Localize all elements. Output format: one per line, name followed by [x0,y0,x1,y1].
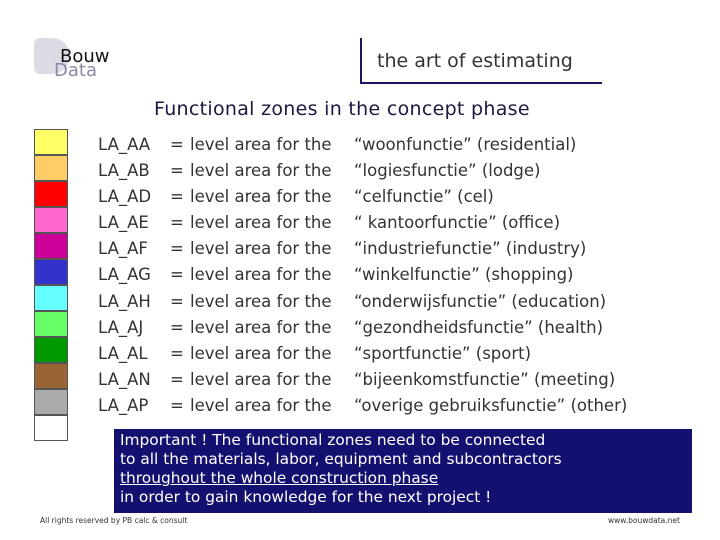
zone-equals: = [170,369,184,389]
header-divider-vertical [360,38,362,82]
zone-function: “bijeenkomstfunctie” (meeting) [354,369,616,389]
zone-equals: = [170,161,184,181]
zone-code: LA_AB [98,161,150,181]
zone-code: LA_AD [98,187,152,207]
footer-website[interactable]: www.bouwdata.net [608,516,680,525]
zone-equals: = [170,135,184,154]
zone-description: level area for the [190,343,332,363]
zone-description: level area for the [190,395,332,415]
zone-description: level area for the [190,161,332,181]
color-swatch [34,259,68,285]
zone-code: LA_AJ [98,317,144,337]
zone-function: “ kantoorfunctie” (office) [354,213,561,233]
zone-function: “industriefunctie” (industry) [354,239,587,259]
footer-copyright: All rights reserved by PB calc & consult [40,516,188,525]
zone-row [98,265,627,291]
zone-description: level area for the [190,135,332,154]
important-line: in order to gain knowledge for the next project ! [120,488,492,506]
zone-description: level area for the [190,187,332,207]
header-divider-horizontal [360,82,602,84]
zone-description: level area for the [190,213,332,233]
zone-row [98,239,627,265]
color-swatch [34,285,68,311]
zone-equals: = [170,343,184,363]
logo-text-data: Data [54,60,97,81]
color-swatch [34,363,68,389]
zone-function: “gezondheidsfunctie” (health) [354,317,604,337]
color-swatch [34,181,68,207]
color-swatch [34,207,68,233]
color-swatch [34,389,68,415]
zone-code: LA_AH [98,291,151,311]
zone-description: level area for the [190,291,332,311]
color-swatch [34,155,68,181]
zone-row [98,161,627,187]
zone-equals: = [170,265,184,285]
color-legend [34,129,70,441]
zone-description: level area for the [190,369,332,389]
logo [32,32,122,80]
zone-code: LA_AL [98,343,148,363]
color-swatch [34,129,68,155]
color-swatch [34,337,68,363]
zone-equals: = [170,317,184,337]
zone-equals: = [170,239,184,259]
zone-row [98,396,627,422]
zone-equals: = [170,187,184,207]
zone-code: LA_AF [98,239,148,259]
zone-row [98,187,627,213]
tagline: the art of estimating [377,50,573,72]
important-line: Important ! The functional zones need to be connected [120,431,546,449]
zone-code: LA_AN [98,369,151,389]
zone-function: “celfunctie” (cel) [354,187,494,207]
color-swatch [34,311,68,337]
zone-code: LA_AA [98,135,151,154]
page-title: Functional zones in the concept phase [154,98,530,120]
zone-row [98,318,627,344]
zone-equals: = [170,291,184,311]
zone-code: LA_AG [98,265,151,285]
important-note [114,429,692,513]
important-line: to all the materials, labor, equipment and subcontractors [120,450,562,468]
important-line: throughout the whole construction phase [120,469,439,487]
zone-list [98,135,627,422]
zone-equals: = [170,395,184,415]
zone-code: LA_AE [98,213,149,233]
color-swatch [34,233,68,259]
zone-code: LA_AP [98,395,149,415]
zone-function: “winkelfunctie” (shopping) [354,265,574,285]
zone-function: “woonfunctie” (residential) [354,135,577,154]
zone-row [98,213,627,239]
zone-function: “overige gebruiksfunctie” (other) [354,395,628,415]
zone-row [98,292,627,318]
zone-description: level area for the [190,317,332,337]
zone-description: level area for the [190,239,332,259]
zone-function: “logiesfunctie” (lodge) [354,161,541,181]
zone-function: “sportfunctie” (sport) [354,343,532,363]
zone-equals: = [170,213,184,233]
zone-function: “onderwijsfunctie” (education) [354,291,607,311]
logo-text-bouw: Bouw [60,46,110,67]
zone-row [98,135,627,161]
color-swatch [34,415,68,441]
zone-row [98,370,627,396]
zone-description: level area for the [190,265,332,285]
zone-row [98,344,627,370]
